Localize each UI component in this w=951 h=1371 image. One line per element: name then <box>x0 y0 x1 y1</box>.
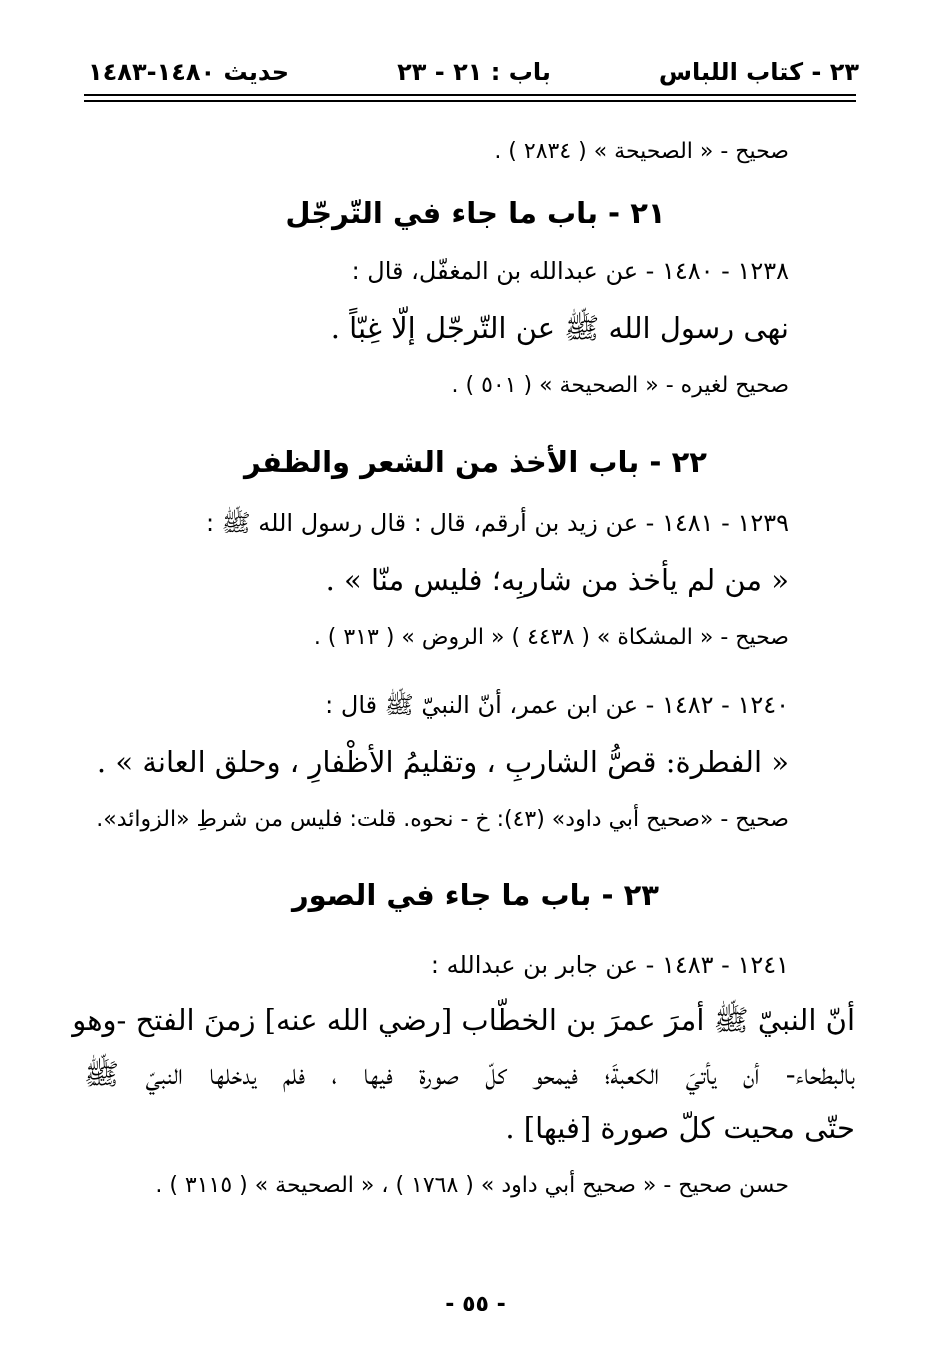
hadith-1238-heading: ١٢٣٨ - ١٤٨٠ - عن عبدالله بن المغفّل، قال : <box>351 257 789 285</box>
hadith-1241-text-line-2: بالبطحاء- أن يأتيَ الكعبةَ؛ فيمحو كلّ صورة فيها ، فلم يدخلها النبيّ ﷺ <box>84 1057 855 1091</box>
hadith-1238-text: نهى رسول الله ﷺ عن التّرجّل إلّا غِبّاً . <box>330 311 789 345</box>
grade-line: صحيح - « الصحيحة » ( ٢٨٣٤ ) . <box>494 139 789 164</box>
section-title-23: ٢٣ - باب ما جاء في الصور <box>291 878 659 912</box>
hadith-1240-text: « الفطرة: قصُّ الشاربِ ، وتقليمُ الأظْفارِ ، وحلق العانة » . <box>96 745 789 779</box>
hadith-1241-text-line-1: أنّ النبيّ ﷺ أمرَ عمرَ بن الخطّاب [رضي الله عنه] زمنَ الفتح -وهو <box>72 1003 855 1037</box>
hadith-1241-grade: حسن صحيح - « صحيح أبي داود » ( ١٧٦٨ ) ، « الصحيحة » ( ٣١١٥ ) . <box>155 1173 789 1198</box>
hadith-1239-text: « من لم يأخذ من شاربِه؛ فليس منّا » . <box>325 563 789 597</box>
page-number: - ٥٥ - <box>445 1292 506 1317</box>
section-title-21: ٢١ - باب ما جاء في التّرجّل <box>285 196 666 230</box>
header-rule-bottom <box>84 100 856 102</box>
hadith-1240-grade: صحيح - «صحيح أبي داود» (٤٣): خ - نحوه. قلت: فليس من شرطِ «الزوائد». <box>96 807 789 832</box>
hadith-1238-grade: صحيح لغيره - « الصحيحة » ( ٥٠١ ) . <box>451 373 789 398</box>
running-head-hadith-range: حديث ١٤٨٠-١٤٨٣ <box>88 58 290 86</box>
hadith-1241-heading: ١٢٤١ - ١٤٨٣ - عن جابر بن عبدالله : <box>430 951 789 979</box>
hadith-1239-grade: صحيح - « المشكاة » ( ٤٤٣٨ ) « الروض » ( ٣١٣ ) . <box>313 625 789 650</box>
hadith-1241-text-line-3: حتّى محيت كلّ صورة [فيها] . <box>505 1111 855 1145</box>
running-head-section: باب : ٢١ - ٢٣ <box>397 58 551 86</box>
hadith-1240-heading: ١٢٤٠ - ١٤٨٢ - عن ابن عمر، أنّ النبيّ ﷺ قال : <box>325 691 789 719</box>
running-head-chapter: ٢٣ - كتاب اللباس <box>658 58 859 86</box>
hadith-1239-heading: ١٢٣٩ - ١٤٨١ - عن زيد بن أرقم، قال : قال رسول الله ﷺ : <box>205 509 789 537</box>
section-title-22: ٢٢ - باب الأخذ من الشعر والظفر <box>244 445 707 479</box>
header-rule-top <box>84 94 856 96</box>
